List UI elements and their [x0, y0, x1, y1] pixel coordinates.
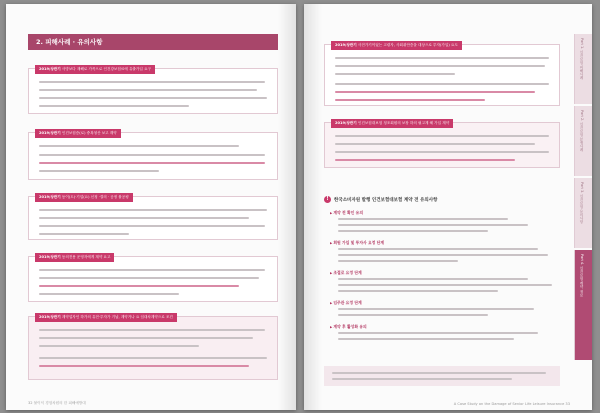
page-footer: 32 불이익 경험차원의 한 피해예방대	[28, 401, 86, 405]
alert-icon: !	[324, 196, 331, 203]
warning-title: ! 한국소비자원 발행 인건보험대보험 계약 전 유의사항	[324, 196, 437, 203]
checklist-heading: ▶ 계약 전 확인 유의	[330, 210, 363, 216]
section-header: 2. 피해사례 · 유의사항	[28, 34, 278, 50]
case-box	[28, 132, 278, 180]
side-tab-active[interactable]: Part 4. 인건보험 계약 정보	[574, 250, 592, 360]
page-footer: A Case Study on the Damage of Senior Life Leisure Insurance 33	[453, 402, 570, 406]
case-tag: 2019/상반기 계약업자인 하가의 유전·투자가 기납, 계약거나 요 임대차계약으로 조건	[35, 313, 177, 322]
note-box	[324, 366, 560, 386]
checklist-heading: ▶ 임주관 요정 단계	[330, 300, 362, 306]
case-box	[28, 196, 278, 240]
checklist-heading: ▶ 조절로 요정 단계	[330, 270, 362, 276]
side-tab[interactable]: Part 2. 인건보험 분쟁사례	[574, 106, 592, 176]
case-box	[28, 68, 278, 114]
checklist-heading: ▶ 계약 후 활성화 유의	[330, 324, 367, 330]
case-box	[28, 316, 278, 380]
case-tag: 2019/상반기 인건보험증(로) 중복청산 보고 계약	[35, 129, 121, 138]
checklist-heading: ▶ 회원 가입 및 투자사 요정 단계	[330, 240, 384, 246]
case-box	[28, 256, 278, 302]
side-tab[interactable]: Part 3. 인건보험 유의사항	[574, 178, 592, 248]
right-page	[304, 4, 592, 410]
side-tab[interactable]: Part 1. 인건보험 피해사례	[574, 34, 592, 104]
case-box	[324, 44, 560, 106]
case-tag: 2019/상반기 인건보험대보험 청조회원의 보장 하의 필고계 혜 가입 계약	[331, 119, 453, 128]
case-box	[324, 122, 560, 168]
page-gutter-shadow	[278, 4, 296, 410]
case-tag: 2019/상반기 사전가기이었는 고령자, 사회취안층을 대상으로 투자(가입) 요도	[331, 41, 462, 50]
left-page	[6, 4, 296, 410]
case-tag: 2019/상반기 동이(도)·기업(요) 신청 ·결의 · 공정 불공평	[35, 193, 133, 202]
case-tag: 2019/상반기 동의전용 운영자에게 계약 요고	[35, 253, 114, 262]
case-tag: 2019/상반기 사망보다 재해로 가족으로 인건강보험료에 유출가입 요구	[35, 65, 155, 74]
page-gutter-shadow	[304, 4, 322, 410]
